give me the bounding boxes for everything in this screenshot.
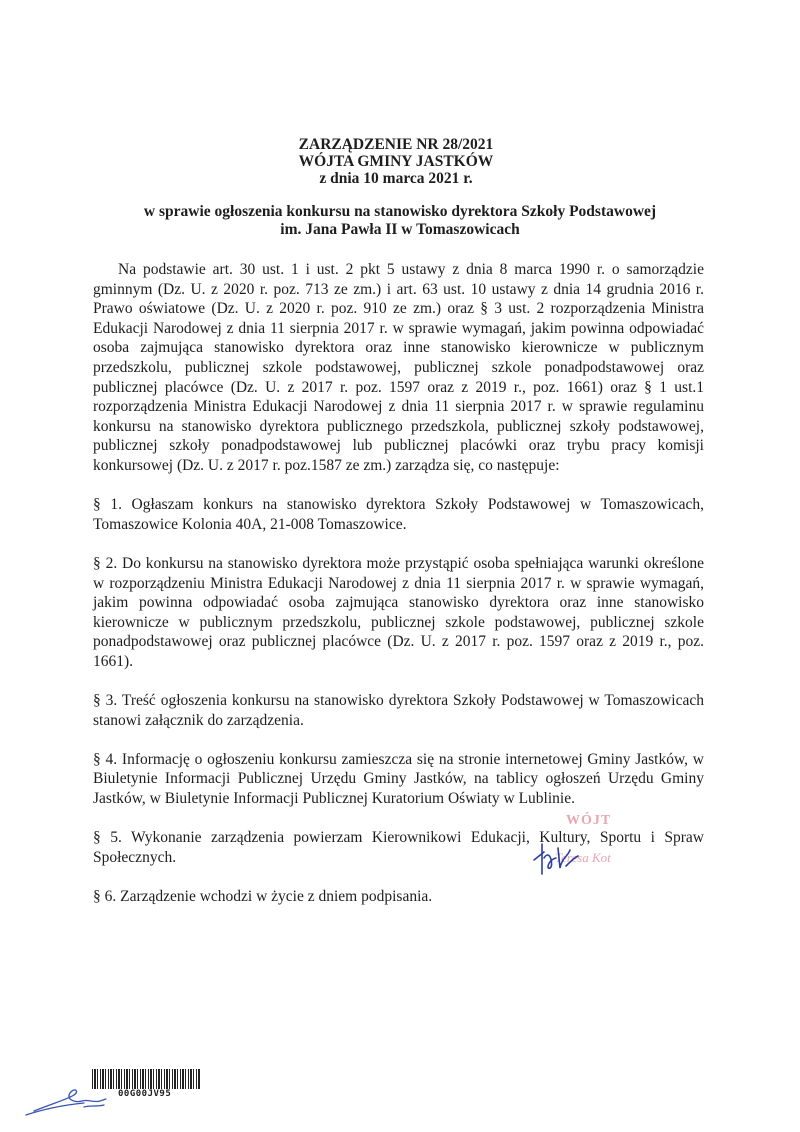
preamble: Na podstawie art. 30 ust. 1 i ust. 2 pkt 5 ustawy z dnia 8 marca 1990 r. o samorządzie gminnym (Dz. U. z 2020 r. poz. 713 ze zm.) i art. 63 ust. 10 ustawy z dnia 14 grudnia 2016 r. Prawo oświatowe (Dz. U. z 2020 r. poz. 910 ze zm.) oraz § 3 ust. 2 rozporządzenia Ministra Edukacji Narodowej z dnia 11 sierpnia 2017 r. w sprawie wymagań, jakim powinna odpowiadać osoba zajmująca stanowisko dyrektora oraz inne stanowisko kierownicze w publicznym przedszkolu, publicznej szkole podstawowej, publicznej szkole ponadpodstawowej oraz publicznej placówce (Dz. U. z 2017 r. poz. 1597 oraz z 2019 r., poz. 1661) oraz § 1 ust.1 rozporządzenia Ministra Edukacji Narodowej z dnia 11 sierpnia 2017 r. w sprawie regulaminu konkursu na stanowisko dyrektora publicznego przedszkola, publicznej szkoły podstawowej, publicznej szkoły ponadpodstawowej lub publicznej placówki oraz trybu pracy komisji konkursowej (Dz. U. z 2017 r. poz.1587 ze zm.) zarządza się, co następuje:: [93, 261, 704, 474]
issuing-authority: WÓJTA GMINY JASTKÓW: [298, 153, 494, 170]
section-4: § 4. Informację o ogłoszeniu konkursu zamieszcza się na stronie internetowej Gminy Jastków, w Biuletynie Informacji Publicznej Urzędu Gminy Jastków, na tablicy ogłoszeń Urzędu Gminy Jastków, w Biuletynie Informacji Publicznej Kuratorium Oświaty w Lublinie.: [93, 750, 704, 808]
section-2: § 2. Do konkursu na stanowisko dyrektora może przystąpić osoba spełniająca warunki określone w rozporządzeniu Ministra Edukacji Narodowej z dnia 11 sierpnia 2017 r. w sprawie wymagań, jakim powinna odpowiadać osoba zajmująca stanowisko dyrektora oraz inne stanowisko kierownicze w publicznym przedszkolu, publicznej szkole podstawowej, publicznej szkole ponadpodstawowej oraz publicznej placówce (Dz. U. z 2017 r. poz. 1597 oraz z 2019 r., poz. 1661).: [93, 554, 704, 670]
section-1: § 1. Ogłaszam konkurs na stanowisko dyrektora Szkoły Podstawowej w Tomaszowicach, Tomaszowice Kolonia 40A, 21-008 Tomaszowice.: [93, 496, 704, 533]
section-5: § 5. Wykonanie zarządzenia powierzam Kierownikowi Edukacji, Kultury, Sportu i Spraw Społecznych.: [93, 829, 704, 866]
subject-line-1: w sprawie ogłoszenia konkursu na stanowisko dyrektora Szkoły Podstawowej: [143, 203, 657, 220]
subject-line-2: im. Jana Pawła II w Tomaszowicach: [280, 221, 520, 238]
document-heading: [0, 136, 800, 187]
handwritten-initials: [24, 1085, 114, 1121]
barcode-code: 00G00JV95: [118, 1089, 172, 1099]
document-body: [93, 260, 704, 907]
section-6: § 6. Zarządzenie wchodzi w życie z dniem podpisania.: [93, 888, 433, 905]
document-subject: [0, 203, 800, 239]
section-3: § 3. Treść ogłoszenia konkursu na stanowisko dyrektora Szkoły Podstawowej w Tomaszowicach stanowi załącznik do zarządzenia.: [93, 692, 704, 729]
ordinance-date: z dnia 10 marca 2021 r.: [319, 170, 473, 187]
handwritten-signature: [532, 838, 592, 878]
official-stamp-name: Teresa Kot: [555, 850, 611, 865]
official-stamp-title: WÓJT: [566, 813, 612, 828]
ordinance-number: ZARZĄDZENIE NR 28/2021: [298, 136, 494, 153]
